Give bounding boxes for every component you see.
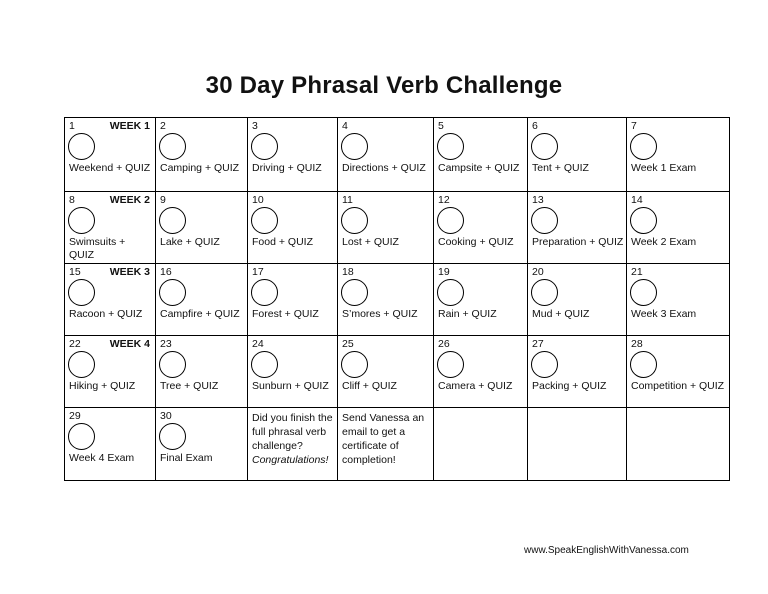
calendar-day-cell bbox=[528, 192, 627, 264]
day-number: 14 bbox=[631, 194, 643, 206]
day-number: 6 bbox=[532, 120, 538, 132]
checkbox-circle-icon[interactable] bbox=[531, 279, 558, 306]
completion-note bbox=[252, 411, 335, 467]
day-number: 9 bbox=[160, 194, 166, 206]
day-topic: Mud + QUIZ bbox=[532, 308, 590, 320]
day-topic: Competition + QUIZ bbox=[631, 380, 725, 392]
calendar-day-cell bbox=[528, 118, 627, 192]
day-topic: Tent + QUIZ bbox=[532, 162, 589, 174]
calendar-day-cell bbox=[156, 336, 248, 408]
day-topic: Cliff + QUIZ bbox=[342, 380, 397, 392]
calendar-day-cell bbox=[248, 118, 338, 192]
checkbox-circle-icon[interactable] bbox=[531, 207, 558, 234]
week-label: WEEK 3 bbox=[109, 266, 150, 278]
calendar-week-row bbox=[65, 336, 730, 408]
day-topic: Weekend + QUIZ bbox=[69, 162, 151, 174]
day-topic: Campfire + QUIZ bbox=[160, 308, 240, 320]
calendar-day-cell bbox=[338, 192, 434, 264]
day-number: 19 bbox=[438, 266, 450, 278]
calendar-day-cell bbox=[65, 192, 156, 264]
completion-note bbox=[342, 411, 431, 467]
day-topic: Rain + QUIZ bbox=[438, 308, 497, 320]
day-topic: Racoon + QUIZ bbox=[69, 308, 143, 320]
day-number: 21 bbox=[631, 266, 643, 278]
day-topic: Food + QUIZ bbox=[252, 236, 313, 248]
note-text: Send Vanessa an email to get a certificate of completion! bbox=[342, 412, 425, 466]
calendar-day-cell bbox=[156, 408, 248, 481]
day-number: 25 bbox=[342, 338, 354, 350]
checkbox-circle-icon[interactable] bbox=[531, 133, 558, 160]
calendar-day-cell bbox=[248, 408, 338, 481]
day-number: 7 bbox=[631, 120, 637, 132]
calendar-day-cell bbox=[338, 118, 434, 192]
day-topic: Directions + QUIZ bbox=[342, 162, 426, 174]
checkbox-circle-icon[interactable] bbox=[159, 351, 186, 378]
day-topic: Forest + QUIZ bbox=[252, 308, 319, 320]
checkbox-circle-icon[interactable] bbox=[630, 133, 657, 160]
checkbox-circle-icon[interactable] bbox=[251, 279, 278, 306]
week-label: WEEK 4 bbox=[109, 338, 150, 350]
day-number: 29 bbox=[69, 410, 81, 422]
day-topic: Hiking + QUIZ bbox=[69, 380, 136, 392]
day-number: 30 bbox=[160, 410, 172, 422]
day-number: 17 bbox=[252, 266, 264, 278]
calendar-day-cell bbox=[65, 336, 156, 408]
checkbox-circle-icon[interactable] bbox=[437, 207, 464, 234]
day-topic: Driving + QUIZ bbox=[252, 162, 322, 174]
day-number: 11 bbox=[342, 194, 353, 206]
checkbox-circle-icon[interactable] bbox=[531, 351, 558, 378]
calendar-day-cell bbox=[156, 118, 248, 192]
calendar-day-cell bbox=[248, 264, 338, 336]
website-footer: www.SpeakEnglishWithVanessa.com bbox=[524, 545, 689, 556]
day-topic: Lake + QUIZ bbox=[160, 236, 220, 248]
day-number: 1 bbox=[69, 120, 75, 132]
day-topic: Tree + QUIZ bbox=[160, 380, 219, 392]
day-topic: Preparation + QUIZ bbox=[532, 236, 624, 248]
checkbox-circle-icon[interactable] bbox=[630, 279, 657, 306]
calendar-day-cell bbox=[434, 336, 528, 408]
calendar-day-cell bbox=[434, 118, 528, 192]
checkbox-circle-icon[interactable] bbox=[251, 133, 278, 160]
day-topic: Camera + QUIZ bbox=[438, 380, 513, 392]
calendar-day-cell bbox=[434, 192, 528, 264]
day-topic: Campsite + QUIZ bbox=[438, 162, 520, 174]
calendar-day-cell bbox=[65, 118, 156, 192]
calendar-day-cell bbox=[627, 336, 730, 408]
day-number: 8 bbox=[69, 194, 75, 206]
calendar-day-cell bbox=[65, 264, 156, 336]
checkbox-circle-icon[interactable] bbox=[341, 351, 368, 378]
day-number: 28 bbox=[631, 338, 643, 350]
checkbox-circle-icon[interactable] bbox=[159, 133, 186, 160]
day-topic: Swimsuits + QUIZ bbox=[69, 236, 126, 261]
day-number: 26 bbox=[438, 338, 450, 350]
checkbox-circle-icon[interactable] bbox=[251, 207, 278, 234]
calendar-week-row bbox=[65, 192, 730, 264]
checkbox-circle-icon[interactable] bbox=[68, 207, 95, 234]
day-topic: Week 4 Exam bbox=[69, 452, 135, 464]
calendar-week-row bbox=[65, 118, 730, 192]
day-topic: Final Exam bbox=[160, 452, 213, 464]
checkbox-circle-icon[interactable] bbox=[341, 279, 368, 306]
checkbox-circle-icon[interactable] bbox=[159, 423, 186, 450]
calendar-week-row bbox=[65, 408, 730, 481]
day-number: 10 bbox=[252, 194, 264, 206]
calendar-day-cell bbox=[627, 118, 730, 192]
calendar-day-cell bbox=[338, 264, 434, 336]
day-topic: Packing + QUIZ bbox=[532, 380, 607, 392]
day-number: 2 bbox=[160, 120, 166, 132]
day-number: 15 bbox=[69, 266, 81, 278]
checkbox-circle-icon[interactable] bbox=[68, 133, 95, 160]
checkbox-circle-icon[interactable] bbox=[437, 133, 464, 160]
day-number: 13 bbox=[532, 194, 544, 206]
checkbox-circle-icon[interactable] bbox=[159, 207, 186, 234]
calendar-day-cell bbox=[434, 408, 528, 481]
day-number: 5 bbox=[438, 120, 444, 132]
calendar-day-cell bbox=[156, 264, 248, 336]
calendar-day-cell bbox=[528, 264, 627, 336]
day-number: 20 bbox=[532, 266, 544, 278]
calendar-day-cell bbox=[248, 336, 338, 408]
week-label: WEEK 2 bbox=[109, 194, 150, 206]
checkbox-circle-icon[interactable] bbox=[251, 351, 278, 378]
day-number: 4 bbox=[342, 120, 348, 132]
note-text: Did you finish the full phrasal verb challenge? bbox=[252, 412, 333, 452]
day-topic: S’mores + QUIZ bbox=[342, 308, 418, 320]
day-number: 24 bbox=[252, 338, 264, 350]
calendar-day-cell bbox=[248, 192, 338, 264]
day-topic: Sunburn + QUIZ bbox=[252, 380, 329, 392]
page-title: 30 Day Phrasal Verb Challenge bbox=[205, 72, 563, 99]
note-emphasis: Congratulations! bbox=[252, 454, 329, 466]
calendar-day-cell bbox=[627, 408, 730, 481]
checkbox-circle-icon[interactable] bbox=[630, 207, 657, 234]
day-number: 16 bbox=[160, 266, 172, 278]
checkbox-circle-icon[interactable] bbox=[341, 207, 368, 234]
checkbox-circle-icon[interactable] bbox=[341, 133, 368, 160]
day-number: 22 bbox=[69, 338, 81, 350]
checkbox-circle-icon[interactable] bbox=[68, 351, 95, 378]
day-number: 3 bbox=[252, 120, 258, 132]
checkbox-circle-icon[interactable] bbox=[159, 279, 186, 306]
calendar-day-cell bbox=[65, 408, 156, 481]
day-topic: Week 3 Exam bbox=[631, 308, 697, 320]
calendar-week-row bbox=[65, 264, 730, 336]
calendar-day-cell bbox=[338, 408, 434, 481]
calendar-day-cell bbox=[627, 264, 730, 336]
day-topic: Cooking + QUIZ bbox=[438, 236, 514, 248]
day-topic: Lost + QUIZ bbox=[342, 236, 399, 248]
checkbox-circle-icon[interactable] bbox=[68, 279, 95, 306]
day-number: 23 bbox=[160, 338, 172, 350]
calendar-day-cell bbox=[528, 408, 627, 481]
checkbox-circle-icon[interactable] bbox=[437, 279, 464, 306]
challenge-calendar bbox=[64, 117, 730, 481]
day-number: 27 bbox=[532, 338, 544, 350]
calendar-day-cell bbox=[434, 264, 528, 336]
checkbox-circle-icon[interactable] bbox=[437, 351, 464, 378]
day-number: 18 bbox=[342, 266, 354, 278]
calendar-day-cell bbox=[156, 192, 248, 264]
week-label: WEEK 1 bbox=[109, 120, 150, 132]
calendar-day-cell bbox=[338, 336, 434, 408]
checkbox-circle-icon[interactable] bbox=[68, 423, 95, 450]
calendar-day-cell bbox=[528, 336, 627, 408]
day-topic: Camping + QUIZ bbox=[160, 162, 240, 174]
checkbox-circle-icon[interactable] bbox=[630, 351, 657, 378]
day-topic: Week 1 Exam bbox=[631, 162, 697, 174]
day-number: 12 bbox=[438, 194, 450, 206]
day-topic: Week 2 Exam bbox=[631, 236, 697, 248]
calendar-day-cell bbox=[627, 192, 730, 264]
